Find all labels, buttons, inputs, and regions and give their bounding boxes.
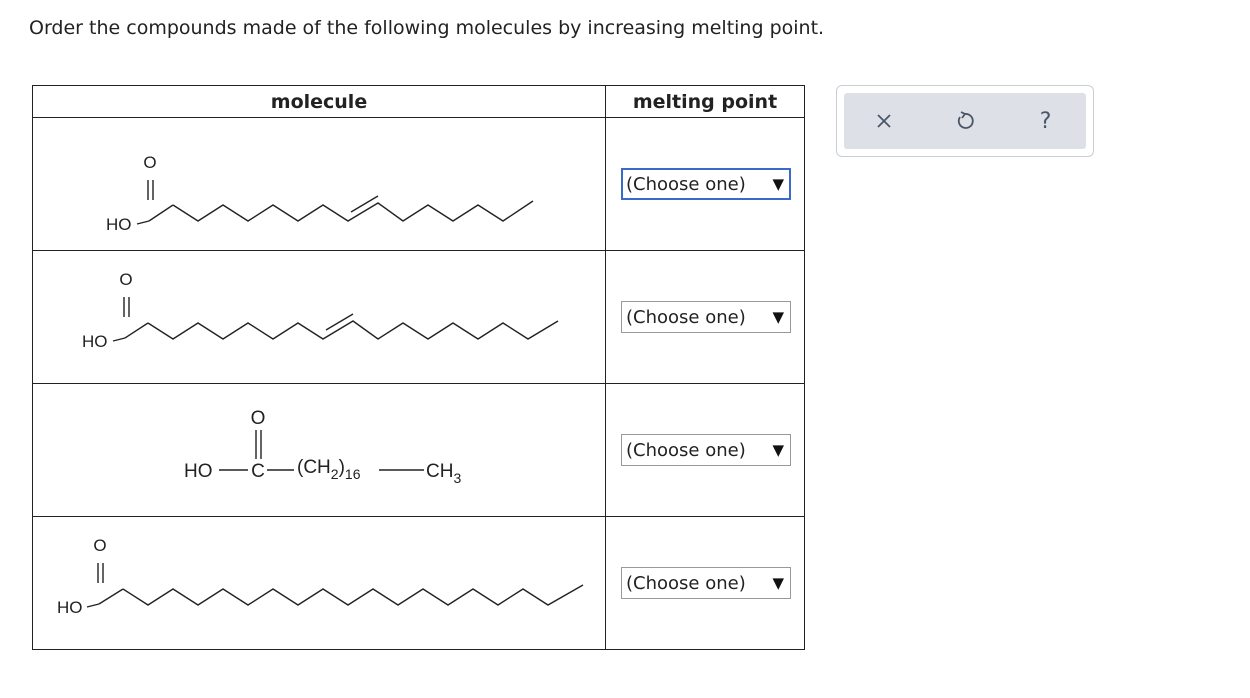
oxygen-label: O — [143, 153, 157, 172]
molecule-table — [32, 85, 805, 650]
oxygen-label: O — [250, 408, 266, 429]
help-button[interactable] — [1026, 101, 1066, 141]
header-melting-point: melting point — [606, 86, 805, 118]
hydroxyl-label: HO — [184, 461, 213, 482]
dropdown-arrow-icon: ▼ — [772, 308, 784, 326]
clear-button[interactable] — [864, 101, 904, 141]
header-molecule: molecule — [33, 86, 606, 118]
hydroxyl-label: HO — [57, 598, 83, 617]
molecule-cell — [33, 118, 606, 251]
methylene-group-label: $(CH_2)_{16}$ — [297, 457, 361, 482]
oxygen-label: O — [119, 270, 133, 289]
select-value: (Choose one) — [626, 306, 746, 328]
close-icon — [875, 112, 893, 130]
select-value: (Choose one) — [626, 173, 746, 195]
molecule-cell — [33, 384, 606, 517]
help-icon: ? — [1039, 108, 1052, 134]
answer-toolbar — [836, 85, 1094, 157]
undo-button[interactable] — [945, 101, 985, 141]
melting-point-cell — [606, 251, 805, 384]
hydroxyl-label: HO — [82, 332, 108, 351]
molecule-cell — [33, 517, 606, 650]
melting-point-cell — [606, 118, 805, 251]
select-value: (Choose one) — [626, 439, 746, 461]
molecule-structure-1 — [33, 118, 605, 250]
undo-icon — [955, 111, 975, 131]
dropdown-arrow-icon: ▼ — [772, 441, 784, 459]
melting-point-select-4[interactable] — [621, 567, 791, 599]
table-row — [33, 118, 805, 251]
dropdown-arrow-icon: ▼ — [772, 175, 784, 193]
toolbar-buttons — [844, 93, 1086, 149]
melting-point-cell — [606, 384, 805, 517]
table-row — [33, 384, 805, 517]
select-value: (Choose one) — [626, 572, 746, 594]
melting-point-select-3[interactable] — [621, 434, 791, 466]
molecule-cell — [33, 251, 606, 384]
molecule-structure-3 — [33, 384, 605, 516]
melting-point-cell — [606, 517, 805, 650]
question-prompt: Order the compounds made of the following molecules by increasing melting point. — [29, 17, 825, 39]
molecule-structure-2 — [33, 251, 605, 383]
oxygen-label: O — [93, 536, 107, 555]
melting-point-select-1[interactable] — [621, 168, 791, 200]
hydroxyl-label: HO — [106, 215, 132, 234]
carbon-label: C — [251, 461, 265, 482]
dropdown-arrow-icon: ▼ — [772, 574, 784, 592]
table-row — [33, 517, 805, 650]
melting-point-select-2[interactable] — [621, 301, 791, 333]
table-header-row — [33, 86, 805, 118]
table-row — [33, 251, 805, 384]
methyl-group-label: $CH_3$ — [426, 461, 462, 486]
molecule-structure-4 — [33, 517, 605, 649]
